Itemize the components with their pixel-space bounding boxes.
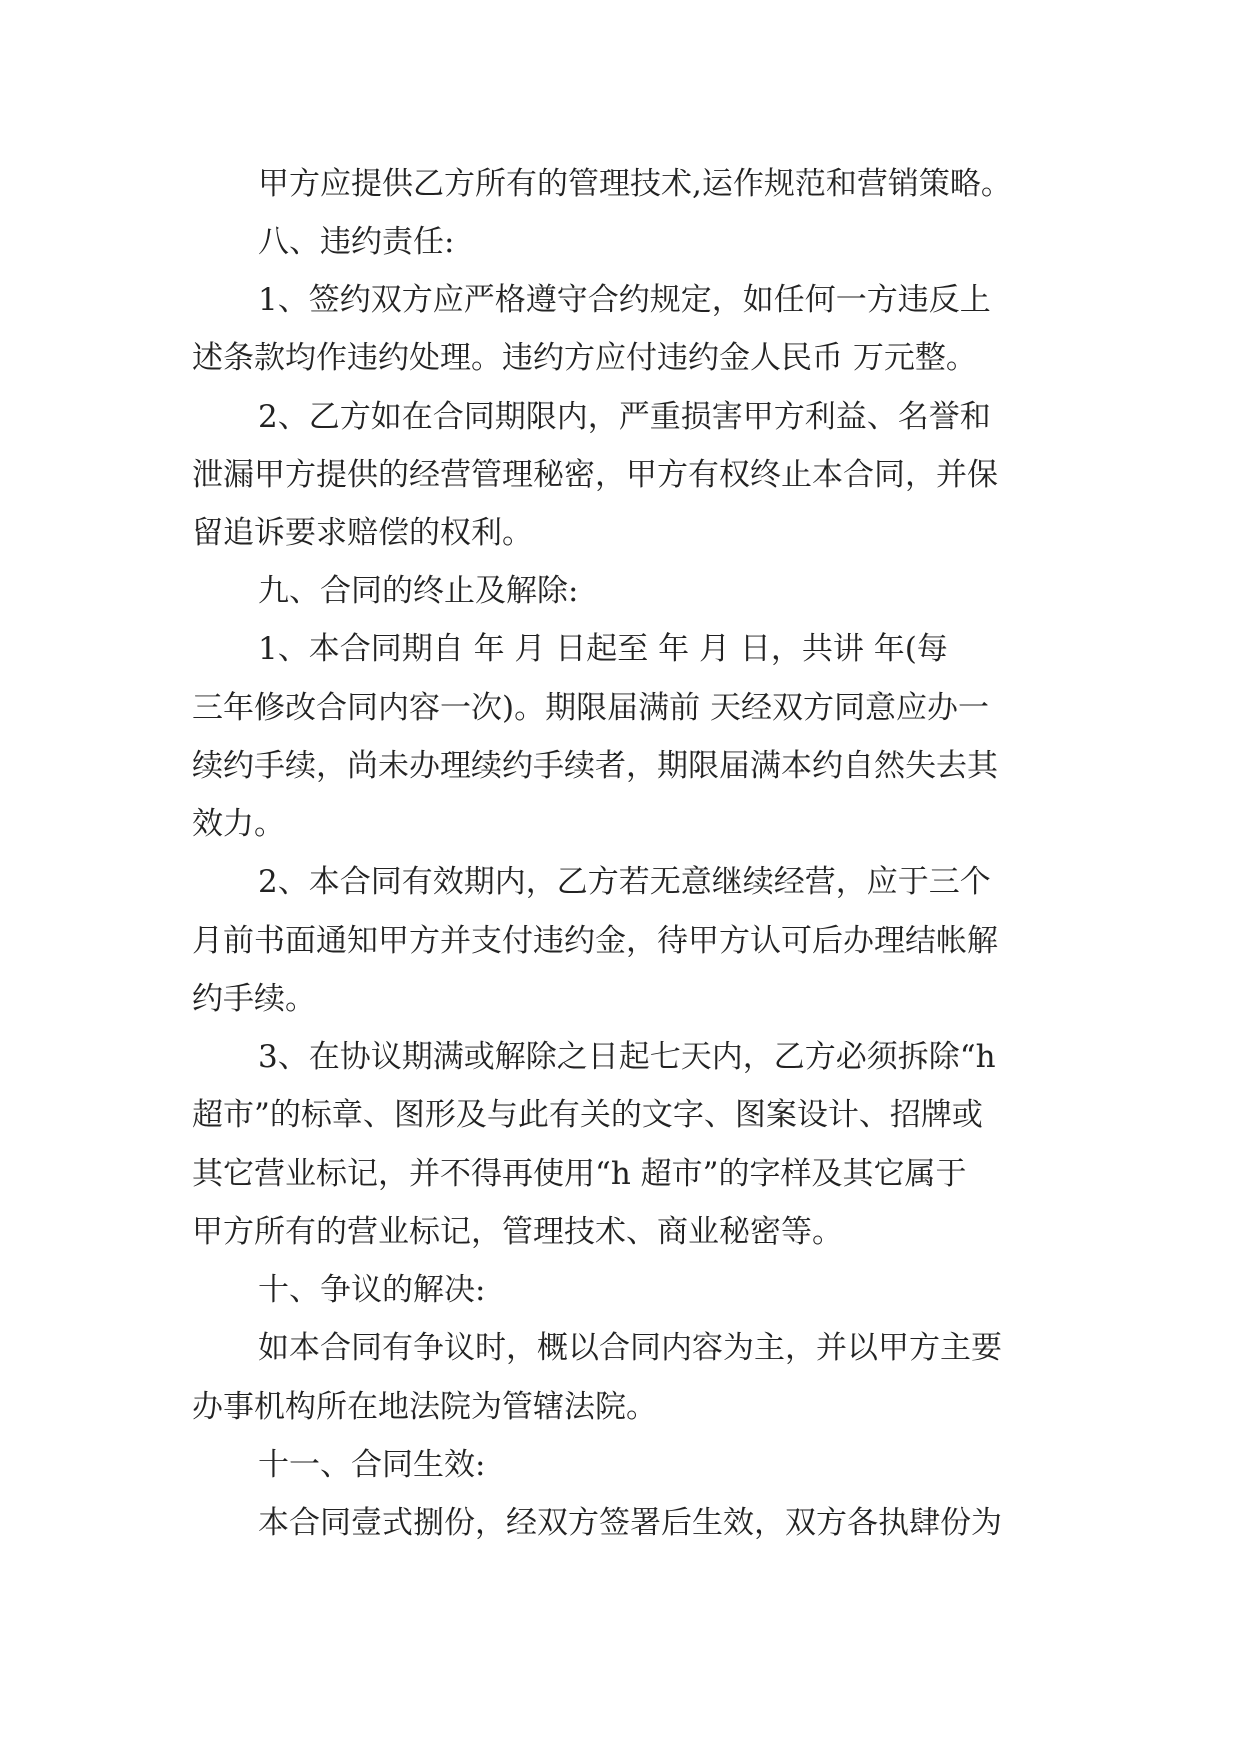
paragraph-line: 本合同壹式捌份，经双方签署后生效，双方各执肆份为 [258, 1505, 1002, 1541]
paragraph-line: 效力。 [192, 806, 285, 842]
paragraph-line: 其它营业标记，并不得再使用“h 超市”的字样及其它属于 [192, 1156, 967, 1192]
paragraph-line: 甲方应提供乙方所有的管理技术,运作规范和营销策略。 [258, 166, 1012, 202]
paragraph-line: 泄漏甲方提供的经营管理秘密，甲方有权终止本合同，并保 [192, 457, 998, 493]
paragraph-line: 述条款均作违约处理。违约方应付违约金人民币 万元整。 [192, 340, 977, 376]
paragraph-line: 三年修改合同内容一次)。期限届满前 天经双方同意应办一 [192, 690, 989, 726]
paragraph-line: 超市”的标章、图形及与此有关的文字、图案设计、招牌或 [192, 1097, 983, 1133]
paragraph-line: 1、本合同期自 年 月 日起至 年 月 日，共讲 年(每 [258, 631, 948, 667]
paragraph-line: 2、本合同有效期内，乙方若无意继续经营，应于三个 [258, 864, 991, 900]
paragraph-line: 月前书面通知甲方并支付违约金，待甲方认可后办理结帐解 [192, 923, 998, 959]
paragraph-line: 约手续。 [192, 981, 316, 1017]
paragraph-line: 留追诉要求赔偿的权利。 [192, 515, 533, 551]
paragraph-line: 如本合同有争议时，概以合同内容为主，并以甲方主要 [258, 1330, 1002, 1366]
section-heading: 十、争议的解决: [258, 1272, 486, 1308]
paragraph-line: 2、乙方如在合同期限内，严重损害甲方利益、名誉和 [258, 399, 991, 435]
paragraph-line: 3、在协议期满或解除之日起七天内，乙方必须拆除“h [258, 1039, 996, 1075]
paragraph-line: 办事机构所在地法院为管辖法院。 [192, 1389, 657, 1425]
section-heading: 九、合同的终止及解除: [258, 573, 579, 609]
section-heading: 八、违约责任: [258, 224, 455, 260]
paragraph-line: 1、签约双方应严格遵守合约规定，如任何一方违反上 [258, 282, 991, 318]
section-heading: 十一、合同生效: [258, 1447, 486, 1483]
paragraph-line: 甲方所有的营业标记，管理技术、商业秘密等。 [192, 1214, 843, 1250]
paragraph-line: 续约手续，尚未办理续约手续者，期限届满本约自然失去其 [192, 748, 998, 784]
